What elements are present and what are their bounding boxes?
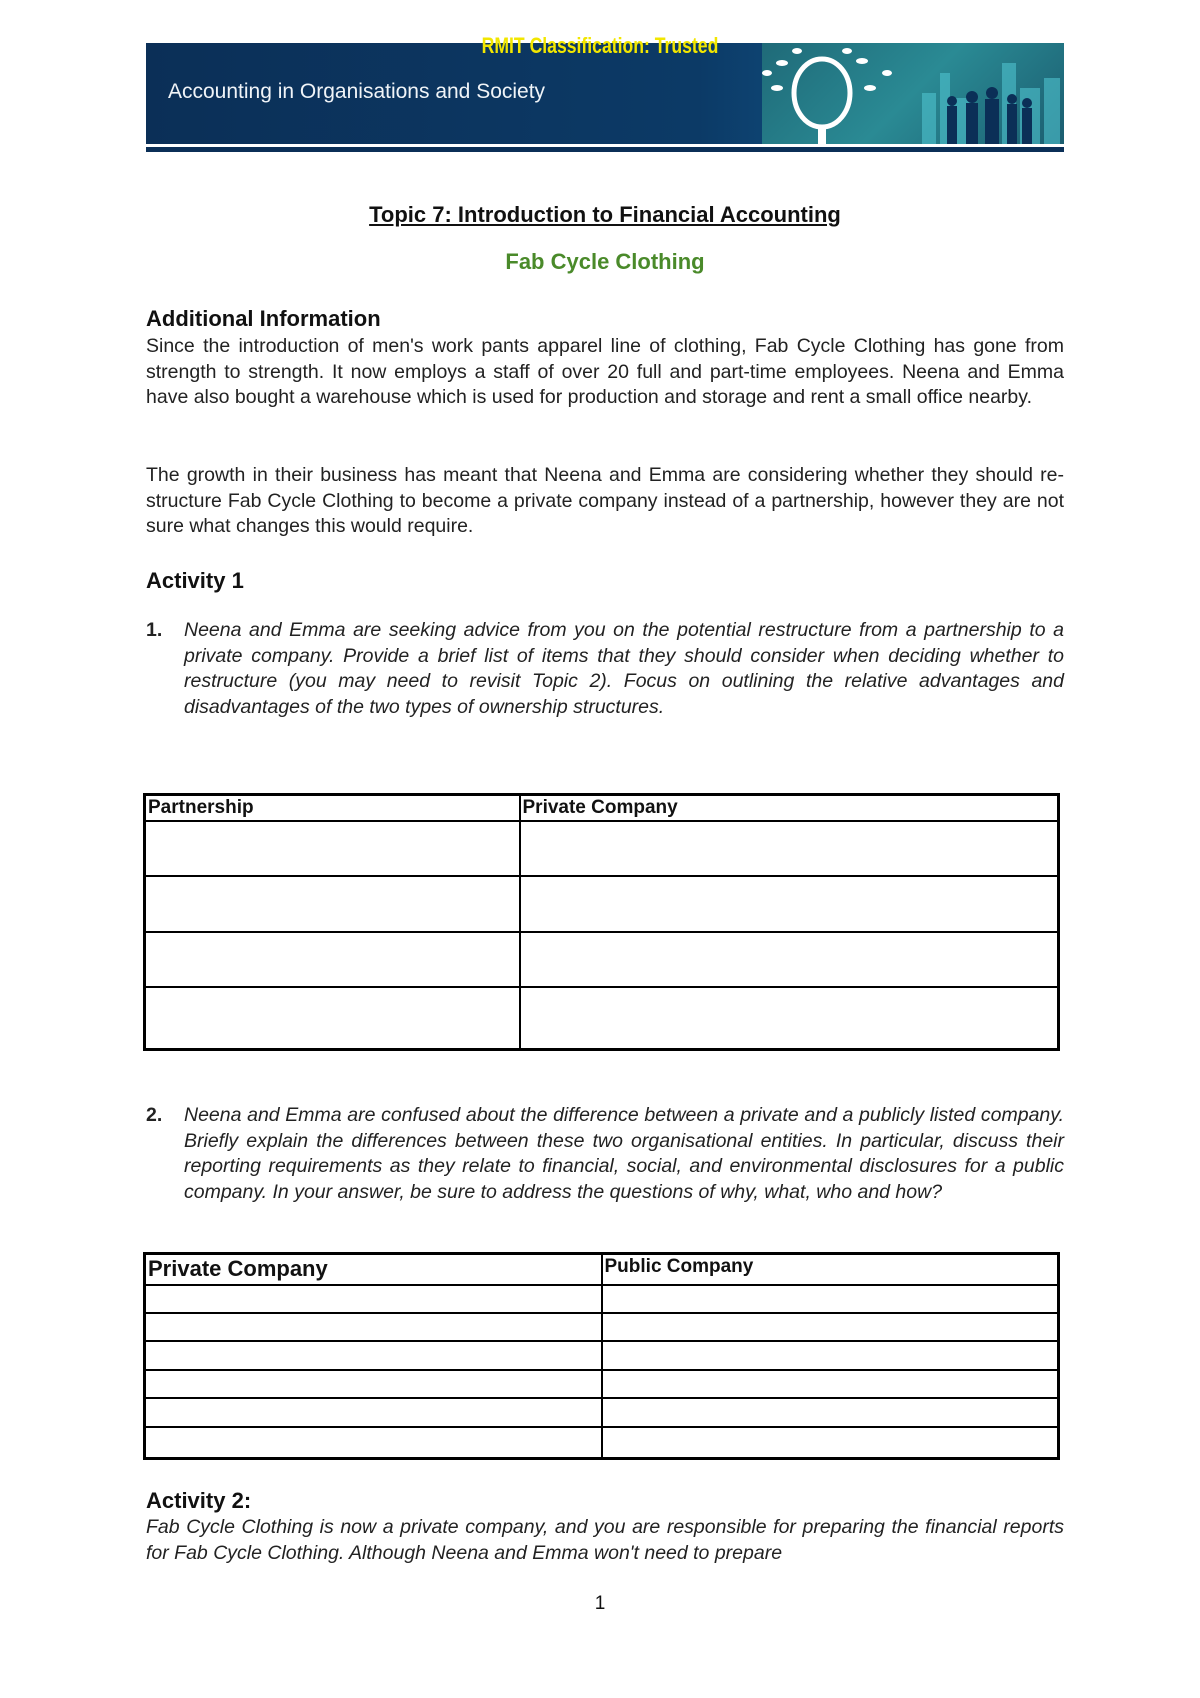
answer-cell[interactable] [520, 821, 1059, 876]
table-row [145, 1285, 1059, 1313]
answer-cell[interactable] [145, 821, 520, 876]
table-row [145, 821, 1059, 876]
question-1 [146, 618, 1064, 720]
page-number: 1 [594, 1593, 606, 1614]
table-row [145, 932, 1059, 987]
answer-cell[interactable] [145, 1398, 602, 1426]
table-header: Partnership [145, 795, 520, 822]
answer-cell[interactable] [145, 1285, 602, 1313]
question-text: Neena and Emma are confused about the difference between a private and a publicly listed company. Briefly explain the differences between these two organisational entities. In particular, discuss their reporting requirements as they relate to financial, social, and environmental disclosures for a public company. In your answer, be sure to address the questions of why, what, who and how? [184, 1104, 1064, 1203]
answer-cell[interactable] [145, 1341, 602, 1369]
answer-cell[interactable] [520, 876, 1059, 931]
answer-cell[interactable] [602, 1427, 1059, 1459]
question-number: 1. [146, 619, 163, 641]
answer-cell[interactable] [602, 1285, 1059, 1313]
table-row [145, 1341, 1059, 1369]
additional-info-heading: Additional Information [146, 306, 381, 331]
course-title: Accounting in Organisations and Society [168, 80, 546, 103]
answer-cell[interactable] [602, 1341, 1059, 1369]
table-header: Private Company [520, 795, 1059, 822]
info-paragraph: Since the introduction of men's work pants apparel line of clothing, Fab Cycle Clothing has gone from strength to strength. It now employs a staff of over 20 full and part-time employees. Neena and Emma have also bought a warehouse which is used for production and storage and rent a small office nearby. [146, 335, 1064, 409]
question-2 [146, 1103, 1064, 1205]
answer-cell[interactable] [145, 1313, 602, 1341]
answer-cell[interactable] [520, 987, 1059, 1049]
answer-cell[interactable] [145, 876, 520, 931]
activity1-heading: Activity 1 [146, 568, 244, 593]
question-number: 2. [146, 1104, 163, 1126]
answer-cell[interactable] [145, 1370, 602, 1398]
table-row [145, 1370, 1059, 1398]
answer-cell[interactable] [145, 987, 520, 1049]
answer-cell[interactable] [602, 1370, 1059, 1398]
activity2-heading: Activity 2: [146, 1488, 252, 1513]
table-row [145, 1427, 1059, 1459]
answer-cell[interactable] [145, 932, 520, 987]
table-row [145, 1313, 1059, 1341]
answer-cell[interactable] [145, 1427, 602, 1459]
answer-cell[interactable] [602, 1313, 1059, 1341]
info-paragraph: The growth in their business has meant that Neena and Emma are considering whether they should re-structure Fab Cycle Clothing to become a private company instead of a partnership, however they are not sure what changes this would require. [146, 464, 1064, 538]
page-title: Topic 7: Introduction to Financial Accounting [369, 202, 841, 227]
table-row [145, 876, 1059, 931]
case-subtitle: Fab Cycle Clothing [505, 249, 705, 274]
private-vs-public-table [143, 1252, 1060, 1460]
table-header: Public Company [602, 1254, 1059, 1285]
table-header: Private Company [145, 1254, 602, 1285]
table-row [145, 1398, 1059, 1426]
table-row [145, 987, 1059, 1049]
classification-label: RMIT Classification: Trusted [481, 33, 719, 58]
banner-rule [146, 147, 1064, 152]
partnership-vs-private-table [143, 793, 1060, 1051]
answer-cell[interactable] [602, 1398, 1059, 1426]
activity2-text: Fab Cycle Clothing is now a private company, and you are responsible for preparing the financial reports for Fab Cycle Clothing. Although Neena and Emma won't need to prepare [146, 1516, 1064, 1564]
answer-cell[interactable] [520, 932, 1059, 987]
question-text: Neena and Emma are seeking advice from you on the potential restructure from a partnership to a private company. Provide a brief list of items that they should consider when deciding whether to restructure (you may need to revisit Topic 2). Focus on outlining the relative advantages and disadvantages of the two types of ownership structures. [184, 619, 1064, 718]
